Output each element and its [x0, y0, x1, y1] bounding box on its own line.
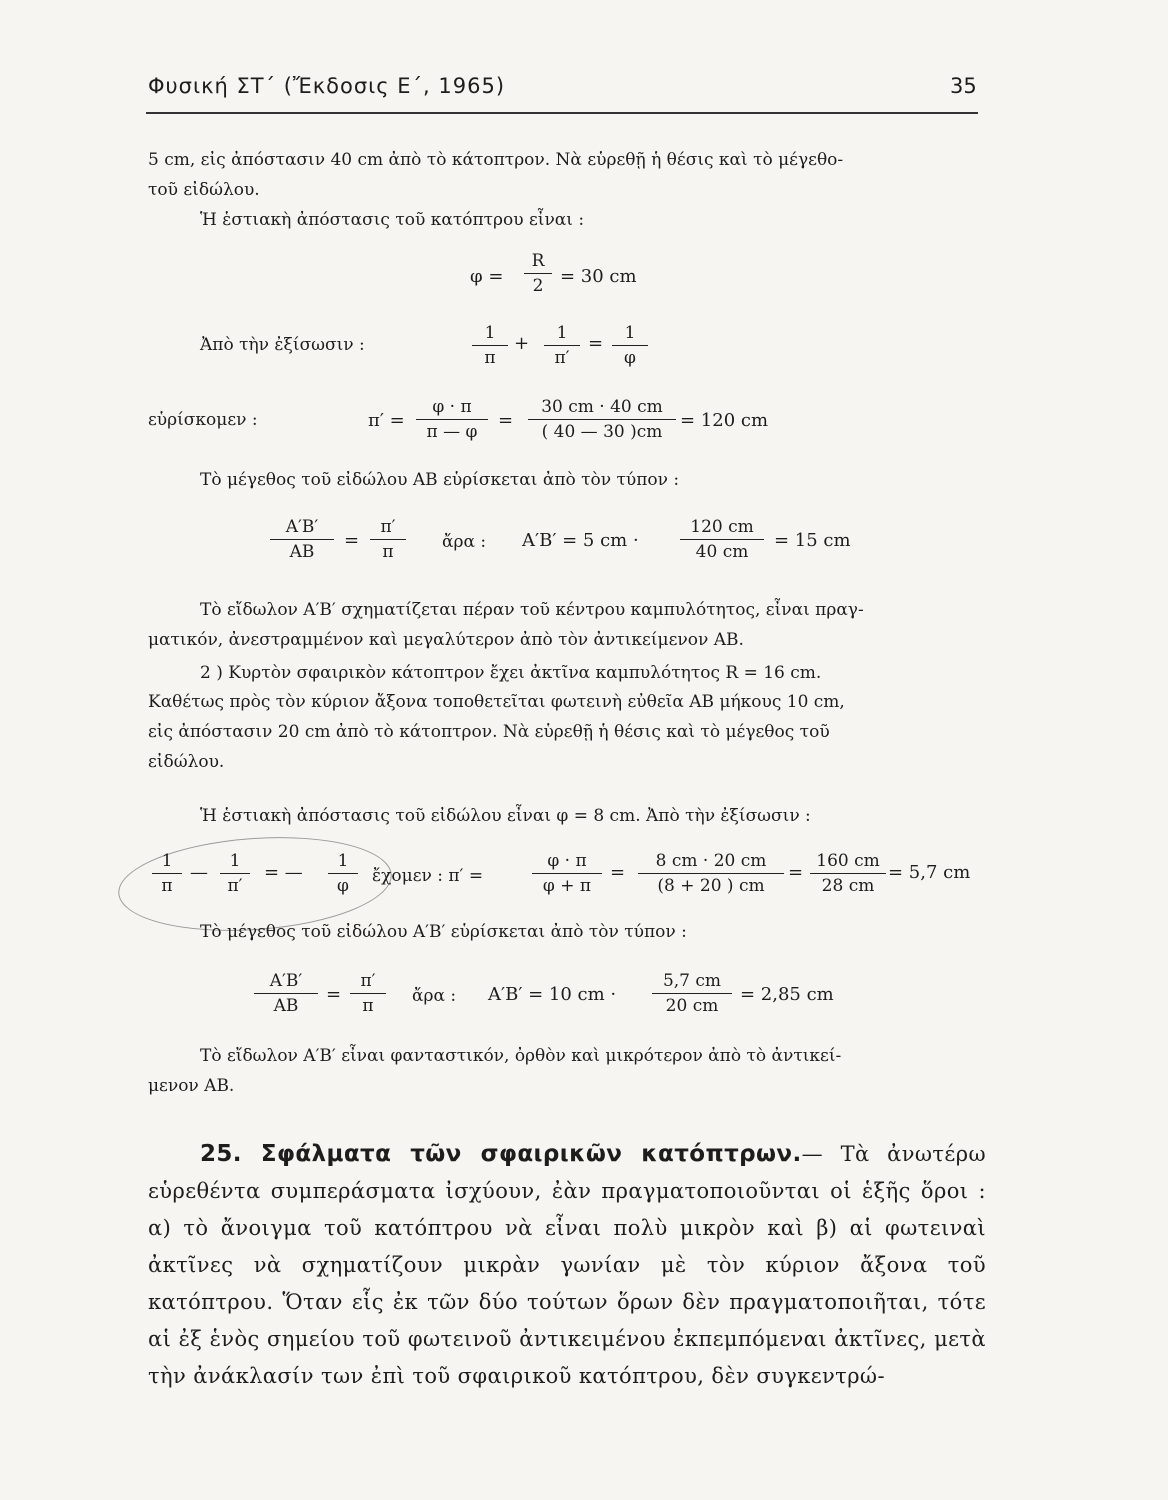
frac-bar [680, 539, 764, 540]
equals-sign: = [326, 984, 342, 1005]
frac-den: 20 cm [665, 996, 719, 1016]
frac-num: 120 cm [690, 517, 754, 537]
frac-num: 1 [161, 851, 173, 871]
frac-bar [370, 539, 406, 540]
ara-label: ἄρα : [412, 986, 457, 1006]
equals-sign: = [610, 862, 626, 883]
fraction-1-over-pi [472, 322, 508, 369]
fraction-pi-prime-over-pi [370, 516, 406, 563]
frac-num: 1 [556, 323, 568, 343]
frac-num: 5,7 cm [662, 971, 722, 991]
fraction-30x40-over-10 [528, 396, 676, 443]
frac-den: 28 cm [821, 876, 875, 896]
frac-bar [350, 993, 386, 994]
frac-den: π [362, 996, 374, 1016]
frac-bar [544, 345, 580, 346]
frac-den: 40 cm [695, 542, 749, 562]
frac-den: ( 40 — 30 )cm [541, 422, 663, 442]
frac-num: 1 [229, 851, 241, 871]
fraction-1-over-pi [152, 850, 182, 897]
fraction-AB-prime-over-AB [254, 970, 318, 1017]
fraction-1-over-phi [612, 322, 648, 369]
frac-bar [328, 873, 358, 874]
frac-bar [612, 345, 648, 346]
focal-intro: Ἡ ἑστιακὴ ἀπόστασις τοῦ κατόπτρου εἶναι : [200, 210, 585, 230]
frac-num: R [531, 251, 545, 271]
fraction-pi-prime-over-pi [350, 970, 386, 1017]
equals-sign: = [344, 530, 360, 551]
result-15cm: = 15 cm [774, 530, 851, 551]
echomen-label: ἔχομεν : π′ = [372, 866, 484, 886]
AB-prime-equation: Α′Β′ = 10 cm · [488, 984, 617, 1005]
frac-den: (8 + 20 ) cm [657, 876, 765, 896]
from-equation-label: Ἀπὸ τὴν ἐξίσωσιν : [200, 335, 365, 355]
frac-num: φ · π [432, 397, 472, 417]
fraction-5-7-over-20 [652, 970, 732, 1017]
frac-den: 2 [532, 276, 544, 296]
frac-den: π′ [227, 876, 243, 896]
result-120cm: = 120 cm [680, 410, 769, 431]
frac-bar [810, 873, 886, 874]
AB-prime-equation: Α′Β′ = 5 cm · [522, 530, 639, 551]
ara-label: ἄρα : [442, 532, 487, 552]
fraction-1-over-pi-prime [544, 322, 580, 369]
frac-bar [524, 273, 552, 274]
equals-sign: = [788, 862, 804, 883]
frac-bar [532, 873, 602, 874]
conclusion-1-line-1: Τὸ εἴδωλον Α′Β′ σχηματίζεται πέραν τοῦ κέντρου καμπυλότητος, εἶναι πραγ- [200, 600, 864, 620]
frac-num: π′ [360, 971, 376, 991]
result-2-85cm: = 2,85 cm [740, 984, 834, 1005]
frac-den: ΑΒ [289, 542, 315, 562]
ex2-focal: Ἡ ἑστιακὴ ἀπόστασις τοῦ εἰδώλου εἶναι φ = 8 cm. Ἀπὸ τὴν ἐξίσωσιν : [200, 806, 811, 826]
frac-num: 1 [484, 323, 496, 343]
fraction-160-over-28 [810, 850, 886, 897]
fraction-phi-pi-over-phi-plus-pi [532, 850, 602, 897]
size-intro-1: Τὸ μέγεθος τοῦ εἰδώλου ΑΒ εὑρίσκεται ἀπὸ τὸν τύπον : [200, 470, 680, 490]
conclusion-2-line-2: μενον ΑΒ. [148, 1076, 235, 1096]
section-heading: 25. Σφάλματα τῶν σφαιρικῶν κατόπτρων. [200, 1141, 802, 1167]
conclusion-1-line-2: ματικόν, ἀνεστραμμένον καὶ μεγαλύτερον ἀπὸ τὸν ἀντικείμενον ΑΒ. [148, 630, 744, 650]
minus-sign: — [190, 862, 208, 883]
frac-bar [652, 993, 732, 994]
frac-num: Α′Β′ [269, 971, 303, 991]
equals-sign: = [588, 333, 604, 354]
frac-num: 160 cm [816, 851, 880, 871]
frac-den: π — φ [426, 422, 478, 442]
size-intro-2: Τὸ μέγεθος τοῦ εἰδώλου Α′Β′ εὑρίσκεται ἀπὸ τὸν τύπον : [200, 922, 687, 942]
section-25-paragraph [148, 1136, 986, 1395]
equals-sign: = [498, 410, 514, 431]
fraction-R-over-2 [524, 250, 552, 297]
intro-line-1: 5 cm, εἰς ἀπόστασιν 40 cm ἀπὸ τὸ κάτοπτρον. Νὰ εὑρεθῇ ἡ θέσις καὶ τὸ μέγεθο- [148, 150, 844, 170]
frac-bar [472, 345, 508, 346]
frac-num: π′ [380, 517, 396, 537]
frac-den: ΑΒ [273, 996, 299, 1016]
running-header-title: Φυσική ΣΤ΄ (Ἔκδοσις Ε΄, 1965) [148, 74, 506, 98]
frac-den: φ [337, 876, 349, 896]
frac-den: φ [624, 348, 636, 368]
fraction-8x20-over-28 [638, 850, 784, 897]
fraction-1-over-pi-prime [220, 850, 250, 897]
ex2-line-4: εἰδώλου. [148, 752, 225, 772]
frac-num: 8 cm · 20 cm [655, 851, 767, 871]
pi-prime-lhs: π′ = [368, 410, 405, 431]
frac-den: π [484, 348, 496, 368]
frac-num: φ · π [547, 851, 587, 871]
find-label: εὑρίσκομεν : [148, 410, 258, 430]
conclusion-2-line-1: Τὸ εἴδωλον Α′Β′ εἶναι φανταστικόν, ὀρθὸν καὶ μικρότερον ἀπὸ τὸ ἀντικεί- [200, 1046, 842, 1066]
frac-num: Α′Β′ [285, 517, 319, 537]
frac-den: π [382, 542, 394, 562]
frac-den: φ + π [542, 876, 592, 896]
phi-lhs: φ = [470, 266, 504, 287]
header-rule [146, 112, 978, 114]
fraction-120-over-40 [680, 516, 764, 563]
frac-den: π′ [554, 348, 570, 368]
equals-minus: = — [264, 862, 303, 883]
frac-num: 1 [337, 851, 349, 871]
fraction-1-over-phi [328, 850, 358, 897]
frac-bar [638, 873, 784, 874]
frac-bar [528, 419, 676, 420]
frac-bar [152, 873, 182, 874]
plus-sign: + [514, 333, 530, 354]
page-number: 35 [950, 74, 977, 98]
frac-den: π [161, 876, 173, 896]
fraction-AB-prime-over-AB [270, 516, 334, 563]
intro-line-2: τοῦ εἰδώλου. [148, 180, 260, 200]
frac-bar [270, 539, 334, 540]
frac-bar [220, 873, 250, 874]
result-5-7cm: = 5,7 cm [888, 862, 971, 883]
ex2-line-1: 2 ) Κυρτὸν σφαιρικὸν κάτοπτρον ἔχει ἀκτῖνα καμπυλότητος R = 16 cm. [200, 663, 822, 683]
frac-num: 30 cm · 40 cm [541, 397, 663, 417]
frac-bar [254, 993, 318, 994]
frac-bar [416, 419, 488, 420]
frac-num: 1 [624, 323, 636, 343]
phi-rhs: = 30 cm [560, 266, 637, 287]
ex2-line-3: εἰς ἀπόστασιν 20 cm ἀπὸ τὸ κάτοπτρον. Νὰ εὑρεθῇ ἡ θέσις καὶ τὸ μέγεθος τοῦ [148, 722, 830, 742]
section-body: — Τὰ ἀνωτέρω εὑρεθέντα συμπεράσματα ἰσχύουν, ἐὰν πραγματοποιοῦνται οἱ ἑξῆς ὅροι : α) τὸ ἄνοιγμα τοῦ κατόπτρου νὰ εἶναι πολὺ μικρὸν καὶ β) αἱ φωτειναὶ ἀκτῖνες νὰ σχηματίζουν μικρὰν γωνίαν μὲ τὸν κύριον ἄξονα τοῦ κατόπτρου. Ὅταν εἷς ἐκ τῶν δύο τούτων ὅρων δὲν πραγματοποιῆται, τότε αἱ ἐξ ἑνὸς σημείου τοῦ φωτεινοῦ ἀντικειμένου ἐκπεμπόμεναι ἀκτῖνες, μετὰ τὴν ἀνάκλασίν των ἐπὶ τοῦ σφαιρικοῦ κατόπτρου, δὲν συγκεντρώ- [148, 1142, 986, 1388]
ex2-line-2: Καθέτως πρὸς τὸν κύριον ἄξονα τοποθετεῖται φωτεινὴ εὐθεῖα ΑΒ μήκους 10 cm, [148, 692, 845, 712]
fraction-phi-pi [416, 396, 488, 443]
